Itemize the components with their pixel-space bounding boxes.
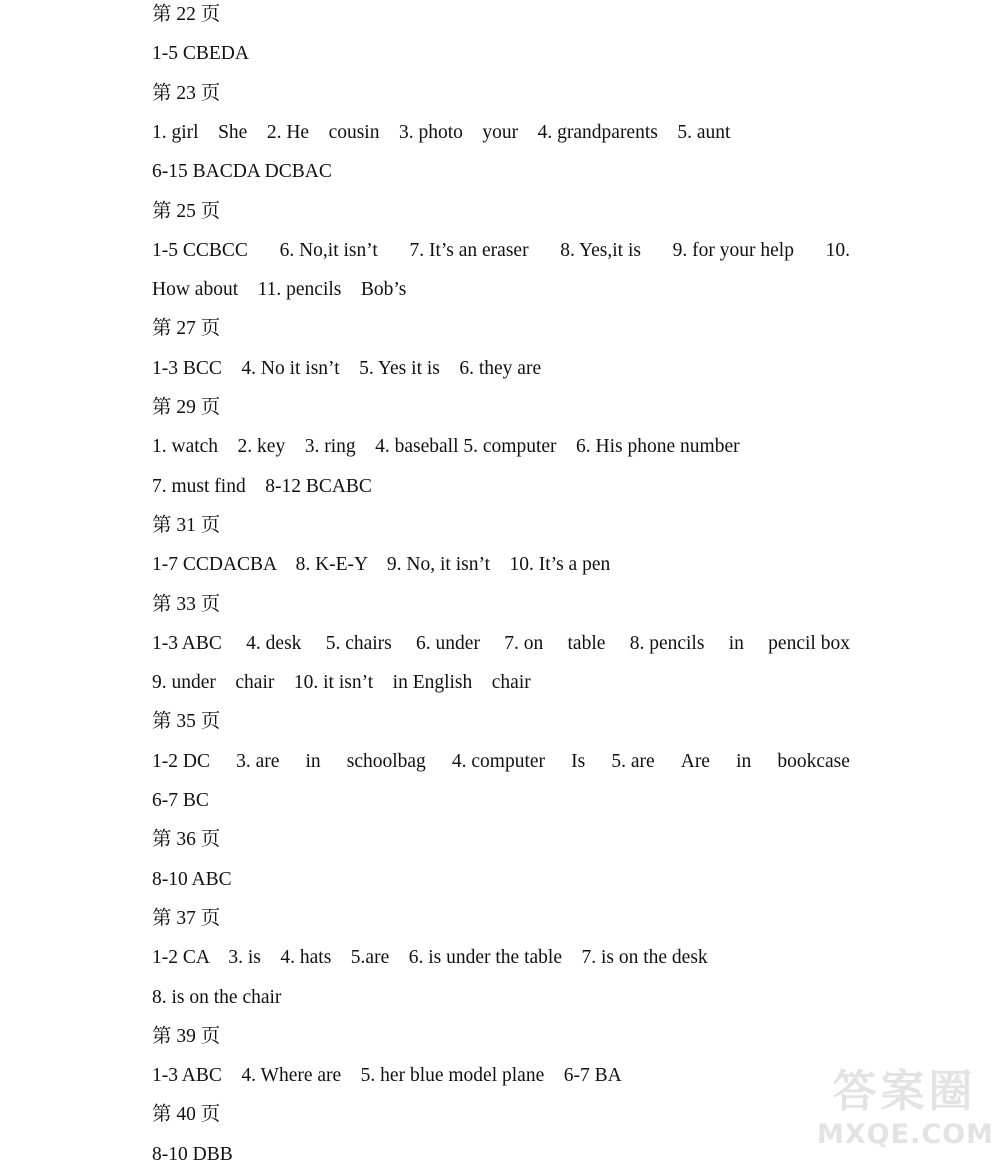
- answer-line: 8. is on the chair: [152, 986, 282, 1008]
- answer-line: How about 11. pencils Bob’s: [152, 279, 407, 301]
- answer-line: 1-5 CBEDA: [152, 43, 249, 65]
- answer-line: 1. watch 2. key 3. ring 4. baseball 5. computer 6. His phone number: [152, 436, 740, 458]
- watermark-logo-text: 答案圈: [832, 1066, 977, 1117]
- answer-segment: 4. desk: [246, 632, 302, 654]
- answer-line: 8-10 DBB: [152, 1143, 233, 1165]
- answer-segment: Are: [680, 750, 710, 772]
- answer-line: 1-3 ABC 4. Where are 5. her blue model plane 6-7 BA: [152, 1065, 622, 1087]
- page-heading: 第 22 页: [152, 4, 221, 25]
- answer-line: 9. under chair 10. it isn’t in English chair: [152, 672, 531, 694]
- answer-segment: 1-3 ABC: [152, 632, 222, 654]
- answer-segment: in: [728, 632, 744, 654]
- answer-segment: schoolbag: [346, 750, 426, 772]
- answer-segment: table: [567, 632, 606, 654]
- answer-segment: 10.: [825, 239, 850, 261]
- answer-line: 1. girl She 2. He cousin 3. photo your 4. grandparents 5. aunt: [152, 121, 731, 143]
- answer-line: 6-7 BC: [152, 790, 209, 811]
- answer-segment: 9. for your help: [672, 239, 794, 261]
- answer-segment: 5. chairs: [325, 632, 392, 654]
- answer-segment: 1-5 CCBCC: [152, 239, 248, 261]
- watermark-site-text: MXQE.COM: [817, 1119, 994, 1150]
- page-heading: 第 39 页: [152, 1025, 221, 1047]
- answer-line: 6-15 BACDA DCBAC: [152, 161, 332, 183]
- page-heading: 第 31 页: [152, 514, 221, 536]
- answer-segment: Is: [571, 750, 586, 772]
- answer-line: [152, 631, 850, 657]
- answer-segment: in: [305, 750, 321, 772]
- page-heading: 第 29 页: [152, 397, 221, 418]
- answer-line: 7. must find 8-12 BCABC: [152, 475, 372, 497]
- page-heading: 第 37 页: [152, 907, 221, 929]
- answer-segment: pencil box: [768, 632, 850, 654]
- answer-segment: 8. pencils: [629, 632, 705, 654]
- answer-segment: 1-2 DC: [152, 750, 210, 772]
- answer-segment: 3. are: [236, 750, 280, 772]
- answer-line: [152, 749, 850, 775]
- answer-segment: 4. computer: [451, 750, 546, 772]
- answer-segment: 5. are: [611, 750, 655, 772]
- answer-segment: bookcase: [777, 750, 850, 772]
- page-heading: 第 35 页: [152, 711, 221, 733]
- answer-segment: in: [736, 750, 752, 772]
- answer-segment: 7. on: [504, 632, 544, 654]
- page-heading: 第 36 页: [152, 829, 221, 851]
- answer-line: 1-7 CCDACBA 8. K-E-Y 9. No, it isn’t 10. It’s a pen: [152, 554, 611, 576]
- page-heading: 第 40 页: [152, 1104, 221, 1126]
- page-heading: 第 25 页: [152, 200, 221, 222]
- answer-line: [152, 238, 850, 264]
- answer-line: 8-10 ABC: [152, 868, 232, 890]
- watermark-logo: [817, 1065, 992, 1160]
- page-heading: 第 23 页: [152, 82, 221, 104]
- answer-segment: 6. under: [416, 632, 480, 654]
- answer-segment: 8. Yes,it is: [560, 239, 641, 261]
- answer-line: 1-3 BCC 4. No it isn’t 5. Yes it is 6. they are: [152, 357, 542, 379]
- page-heading: 第 27 页: [152, 318, 221, 340]
- page-heading: 第 33 页: [152, 593, 221, 615]
- answer-segment: 7. It’s an eraser: [409, 239, 529, 261]
- answer-segment: 6. No,it isn’t: [279, 239, 378, 261]
- answer-line: 1-2 CA 3. is 4. hats 5.are 6. is under the table 7. is on the desk: [152, 947, 708, 969]
